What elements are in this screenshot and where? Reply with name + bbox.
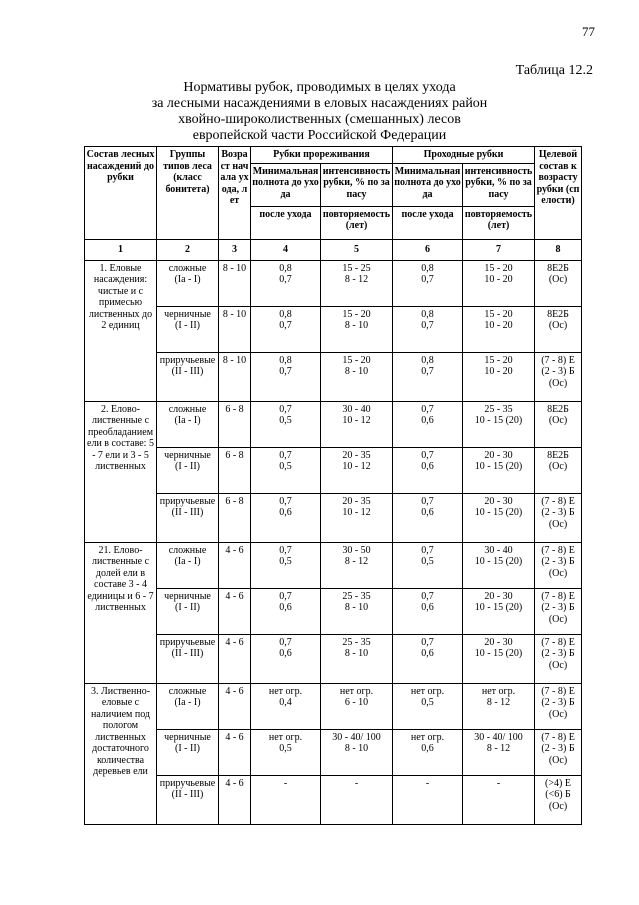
thinning-density-cell: - [251,775,321,824]
table-row [85,588,582,634]
header-intensity: интенсивность рубки, % по запасу [321,163,393,206]
forest-type-cell: черничные (I - II) [157,588,219,634]
target-composition-cell: (7 - 8) Е (2 - 3) Б (Ос) [535,729,582,775]
thinning-intensity-cell: 25 - 35 8 - 10 [321,588,393,634]
table-row [85,352,582,401]
passing-density-cell: 0,8 0,7 [393,306,463,352]
forest-type-cell: приручьевые (II - III) [157,775,219,824]
thinning-intensity-cell: 25 - 35 8 - 10 [321,634,393,683]
header-after-care: после ухода [251,206,321,239]
forest-type-cell: сложные (Ia - I) [157,542,219,588]
target-composition-cell: (7 - 8) Е (2 - 3) Б (Ос) [535,493,582,542]
thinning-density-cell: нет огр. 0,5 [251,729,321,775]
start-age-cell: 8 - 10 [219,260,251,306]
composition-cell: 3. Лиственно-еловые с наличием под пологом лиственных достаточного количества деревьев ели [85,683,157,824]
column-number: 7 [463,239,535,260]
table-row [85,447,582,493]
header-repeat: повторяемость (лет) [463,206,535,239]
table-header [85,147,582,240]
thinning-density-cell: 0,7 0,6 [251,634,321,683]
target-composition-cell: (7 - 8) Е (2 - 3) Б (Ос) [535,683,582,729]
forest-type-cell: приручьевые (II - III) [157,493,219,542]
thinning-intensity-cell: 15 - 25 8 - 12 [321,260,393,306]
passing-intensity-cell: 20 - 30 10 - 15 (20) [463,447,535,493]
forest-type-cell: сложные (Ia - I) [157,260,219,306]
composition-cell: 2. Елово-лиственные с преобладанием ели в составе: 5 - 7 ели и 3 - 5 лиственных [85,401,157,542]
header-composition: Состав лесных насаждений до рубки [85,147,157,240]
table-row [85,493,582,542]
target-composition-cell: 8Е2Б (Ос) [535,447,582,493]
start-age-cell: 8 - 10 [219,306,251,352]
title-line: хвойно-широколиственных (смешанных) лесов [178,112,461,127]
thinning-density-cell: нет огр. 0,4 [251,683,321,729]
passing-intensity-cell: 15 - 20 10 - 20 [463,306,535,352]
forest-type-cell: черничные (I - II) [157,306,219,352]
passing-density-cell: нет огр. 0,5 [393,683,463,729]
passing-density-cell: нет огр. 0,6 [393,729,463,775]
start-age-cell: 4 - 6 [219,683,251,729]
column-number: 3 [219,239,251,260]
norms-table [84,146,582,825]
thinning-intensity-cell: 20 - 35 10 - 12 [321,493,393,542]
column-number: 5 [321,239,393,260]
page-number: 77 [582,24,595,39]
target-composition-cell: (7 - 8) Е (2 - 3) Б (Ос) [535,588,582,634]
thinning-intensity-cell: 30 - 40/ 100 8 - 10 [321,729,393,775]
start-age-cell: 4 - 6 [219,588,251,634]
passing-intensity-cell: 15 - 20 10 - 20 [463,352,535,401]
table-title [0,80,639,144]
composition-cell: 21. Елово-лиственные с долей ели в составе 3 - 4 единицы и 6 - 7 лиственных [85,542,157,683]
passing-density-cell: 0,7 0,6 [393,447,463,493]
passing-intensity-cell: нет огр. 8 - 12 [463,683,535,729]
column-number: 6 [393,239,463,260]
thinning-intensity-cell: 20 - 35 10 - 12 [321,447,393,493]
start-age-cell: 6 - 8 [219,447,251,493]
passing-intensity-cell: - [463,775,535,824]
thinning-density-cell: 0,7 0,6 [251,493,321,542]
header-min-density: Минимальная полнота до ухода [251,163,321,206]
header-repeat: повторяемость (лет) [321,206,393,239]
header-min-density: Минимальная полнота до ухода [393,163,463,206]
start-age-cell: 4 - 6 [219,542,251,588]
column-number: 2 [157,239,219,260]
table-row [85,306,582,352]
composition-cell: 1. Еловые насаждения: чистые и с примесью лиственных до 2 единиц [85,260,157,401]
passing-intensity-cell: 30 - 40/ 100 8 - 12 [463,729,535,775]
table-row [85,683,582,729]
thinning-intensity-cell: нет огр. 6 - 10 [321,683,393,729]
start-age-cell: 4 - 6 [219,634,251,683]
thinning-density-cell: 0,7 0,6 [251,588,321,634]
table-row [85,729,582,775]
table-row [85,260,582,306]
start-age-cell: 4 - 6 [219,775,251,824]
passing-density-cell: - [393,775,463,824]
target-composition-cell: (>4) Е (<6) Б (Ос) [535,775,582,824]
target-composition-cell: (7 - 8) Е (2 - 3) Б (Ос) [535,352,582,401]
forest-type-cell: черничные (I - II) [157,447,219,493]
forest-type-cell: сложные (Ia - I) [157,683,219,729]
passing-density-cell: 0,8 0,7 [393,260,463,306]
target-composition-cell: 8Е2Б (Ос) [535,260,582,306]
passing-intensity-cell: 20 - 30 10 - 15 (20) [463,634,535,683]
header-target-composition: Целевой состав к возрасту рубки (спелости) [535,147,582,240]
start-age-cell: 8 - 10 [219,352,251,401]
table-row [85,775,582,824]
thinning-density-cell: 0,8 0,7 [251,260,321,306]
title-line: за лесными насаждениями в еловых насаждениях район [151,96,488,111]
thinning-density-cell: 0,7 0,5 [251,447,321,493]
header-passing: Проходные рубки [393,147,535,164]
passing-intensity-cell: 25 - 35 10 - 15 (20) [463,401,535,447]
thinning-intensity-cell: 15 - 20 8 - 10 [321,352,393,401]
header-forest-type: Группы типов леса (класс бонитета) [157,147,219,240]
passing-density-cell: 0,7 0,5 [393,542,463,588]
thinning-density-cell: 0,7 0,5 [251,542,321,588]
thinning-intensity-cell: 15 - 20 8 - 10 [321,306,393,352]
column-numbers-row [85,239,582,260]
passing-intensity-cell: 20 - 30 10 - 15 (20) [463,493,535,542]
target-composition-cell: 8Е2Б (Ос) [535,401,582,447]
table-row [85,542,582,588]
start-age-cell: 6 - 8 [219,401,251,447]
thinning-intensity-cell: - [321,775,393,824]
table-row [85,634,582,683]
forest-type-cell: приручьевые (II - III) [157,352,219,401]
header-after-care: после ухода [393,206,463,239]
passing-intensity-cell: 30 - 40 10 - 15 (20) [463,542,535,588]
column-number: 4 [251,239,321,260]
passing-density-cell: 0,7 0,6 [393,634,463,683]
thinning-density-cell: 0,7 0,5 [251,401,321,447]
passing-intensity-cell: 15 - 20 10 - 20 [463,260,535,306]
forest-type-cell: приручьевые (II - III) [157,634,219,683]
table-row [85,401,582,447]
forest-type-cell: черничные (I - II) [157,729,219,775]
passing-intensity-cell: 20 - 30 10 - 15 (20) [463,588,535,634]
column-number: 8 [535,239,582,260]
thinning-density-cell: 0,8 0,7 [251,306,321,352]
target-composition-cell: (7 - 8) Е (2 - 3) Б (Ос) [535,634,582,683]
title-line: европейской части Российской Федерации [192,128,447,143]
column-number: 1 [85,239,157,260]
start-age-cell: 4 - 6 [219,729,251,775]
thinning-intensity-cell: 30 - 50 8 - 12 [321,542,393,588]
forest-type-cell: сложные (Ia - I) [157,401,219,447]
header-thinning: Рубки прореживания [251,147,393,164]
table-body [85,239,582,824]
target-composition-cell: (7 - 8) Е (2 - 3) Б (Ос) [535,542,582,588]
thinning-intensity-cell: 30 - 40 10 - 12 [321,401,393,447]
table-label: Таблица 12.2 [515,63,593,78]
title-line: Нормативы рубок, проводимых в целях ухода [183,80,456,95]
header-intensity: интенсивность рубки, % по запасу [463,163,535,206]
thinning-density-cell: 0,8 0,7 [251,352,321,401]
start-age-cell: 6 - 8 [219,493,251,542]
passing-density-cell: 0,8 0,7 [393,352,463,401]
header-start-age: Возраст начала ухода, лет [219,147,251,240]
passing-density-cell: 0,7 0,6 [393,588,463,634]
target-composition-cell: 8Е2Б (Ос) [535,306,582,352]
passing-density-cell: 0,7 0,6 [393,401,463,447]
passing-density-cell: 0,7 0,6 [393,493,463,542]
